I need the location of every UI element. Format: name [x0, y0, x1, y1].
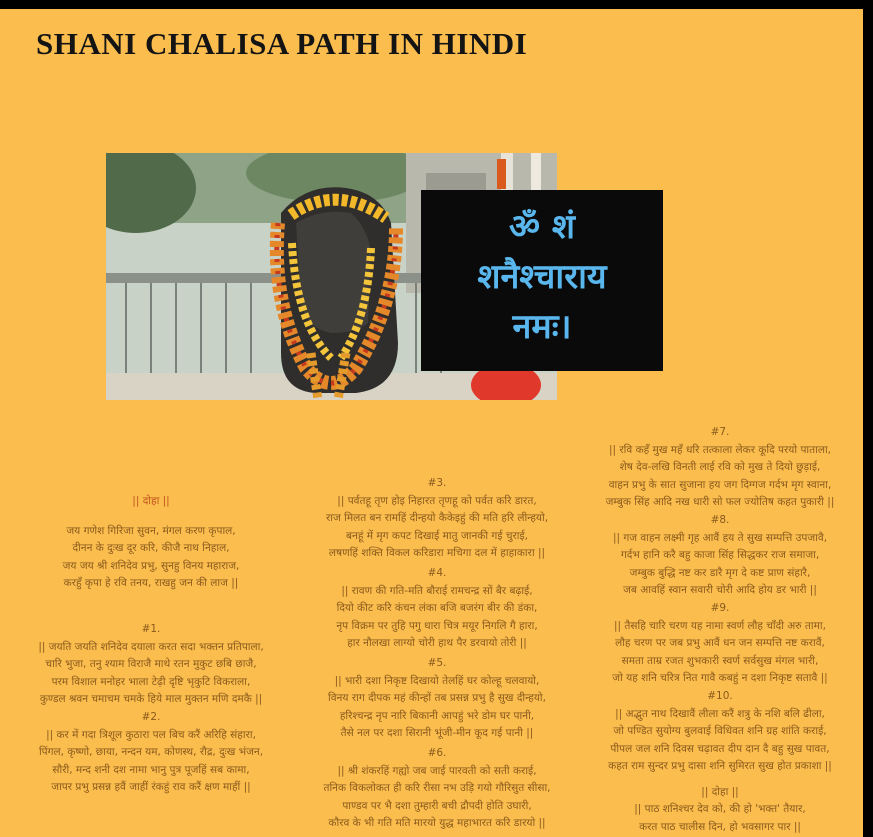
verse-line: पिंगल, कृष्णो, छाया, नन्दन यम, कोणस्थ, रौद्र, दुःख भंजन,: [38, 746, 264, 759]
chalisa-column-left: [6, 493, 296, 797]
verse-line: || जयति जयति शनिदेव दयाला करत सदा भक्तन प्रतिपाला,: [38, 640, 264, 653]
verse-line: लौह चरण पर जब प्रभु आवैं धन जन सम्पत्ति नष्ट करावैं,: [615, 637, 825, 650]
closing-doha-heading: || दोहा ||: [701, 785, 739, 798]
verse-line: जो पण्डित सुयोग्य बुलवाई विधिवत शनि ग्रह शांति कराई,: [613, 725, 827, 738]
mantra-line-3: नमः।: [512, 307, 572, 347]
verse-line: करहुँ कृपा हे रवि तनय, राखहु जन की लाज ||: [63, 577, 239, 590]
verse-line: || श्री शंकरहिं गह्यो जब जाई पारवती को सती कराई,: [337, 764, 537, 777]
verse-number: #9.: [710, 601, 730, 614]
verse-line: शेष देव-लखि विनती लाई रवि को मुख ते दियो छुड़ाई,: [619, 461, 821, 474]
verse-number: #8.: [710, 513, 730, 526]
verse-number: #5.: [427, 656, 447, 669]
verse-line: कौरव के भी गति मति मारयो युद्ध महाभारत करि डारयो ||: [328, 817, 546, 830]
verse-line: करत पाठ चालीस दिन, हो भवसागर पार ||: [639, 821, 801, 834]
verse-line: जब आवहिं स्वान सवारी चोरी आदि होय डर भारी ||: [623, 584, 817, 597]
verse-line: बनहूं में मृग कपट दिखाई मातु जानकी गई चुराई,: [346, 529, 528, 542]
verse-line: चारि भुजा, तनु श्याम विराजै माथे रतन मुकुट छबि छाजै,: [45, 658, 257, 671]
verse-number: #6.: [427, 746, 447, 759]
verse-line: जापर प्रभु प्रसन्न हवैं जाहीं रंकहुं राव करैं क्षण माहीं ||: [51, 781, 251, 794]
verse-line: || अद्भुत नाथ दिखावैं लीला करैं शत्रु के नशि बलि ढीला,: [615, 707, 825, 720]
verse-line: पीपल जल शनि दिवस चढ़ावत दीप दान दै बहु सुख पावत,: [610, 742, 830, 755]
verse-number: #3.: [427, 477, 447, 489]
verse-line: जय जय श्री शनिदेव प्रभु, सुनहु विनय महाराज,: [62, 559, 240, 572]
verse-line: जम्बुक सिंह आदि नख धारी सो फल ज्योतिष कहत पुकारी ||: [605, 496, 835, 509]
verse-line: || भारी दशा निकृष्ट दिखायो तेलहिं घर कोल्हू चलवायो,: [334, 674, 540, 687]
verse-number: #4.: [427, 566, 447, 579]
page-title: SHANI CHALISA PATH IN HINDI: [36, 26, 528, 61]
verse-line: || गज वाहन लक्ष्मी गृह आवैं हय ते सुख सम्पत्ति उपजावै,: [612, 531, 828, 544]
verse-line: जय गणेश गिरिजा सुवन, मंगल करण कृपाल,: [66, 524, 236, 537]
verse-line: || रावण की गति-मति बौराई रामचन्द्र सों बैर बढ़ाई,: [341, 584, 533, 597]
mantra-box: [421, 190, 663, 371]
verse-line: पाण्डव पर भै दशा तुम्हारी बची द्रौपदी होति उघारी,: [342, 799, 532, 812]
verse-line: || रवि कहँ मुख महँ धरि तत्काला लेकर कूदि परयो पाताला,: [608, 443, 832, 456]
verse-line: सौरी, मन्द शनी दश नामा भानु पुत्र पूजहिं सब कामा,: [52, 763, 250, 776]
verse-number: #1.: [141, 622, 161, 635]
verse-line: कुण्डल श्रवन चमाचम चमके हिये माल मुक्तन मणि दमकै ||: [39, 693, 263, 706]
verse-line: जो यह शनि चरित्र नित गावै कबहुं न दशा निकृष्ट सतावै ||: [612, 672, 828, 685]
mantra-line-1: ॐ शं: [509, 207, 575, 247]
verse-line: वाहन प्रभु के सात सुजाना हय जग दिग्गज गर्दभ मृग स्वाना,: [608, 478, 832, 491]
verse-line: समता ताम्र रजत शुभकारी स्वर्ण सर्वसुख मंगल भारी,: [621, 654, 819, 667]
verse-line: लषणहिं शक्ति विकल करिडारा मचिगा दल में हाहाकारा ||: [328, 547, 546, 560]
verse-line: दियो कीट करि कंचन लंका बजि बजरंग बीर की डंका,: [336, 602, 538, 615]
verse-line: गर्दभ हानि करै बहु काजा सिंह सिद्धकर राज समाजा,: [620, 549, 820, 562]
verse-line: दीनन के दुःख दूर करि, कीजै नाथ निहाल,: [72, 542, 230, 555]
verse-line: || पाठ शनिश्चर देव को, की हो 'भक्त' तैयार,: [634, 803, 806, 816]
verse-line: हार नौलखा लाग्यो चोरी हाथ पैर डरवायो तोरी ||: [347, 637, 527, 650]
verse-line: विनय राग दीपक महं कीन्हों तब प्रसन्न प्रभु है सुख दीन्हयो,: [328, 692, 546, 705]
verse-line: जम्बुक बुद्धि नष्ट कर डारै मृग दे कष्ट प्राण संहारै,: [629, 566, 811, 579]
verse-line: || कर में गदा त्रिशूल कुठारा पल बिच करैं अरिहि संहारा,: [46, 728, 256, 741]
top-border: [0, 0, 873, 9]
chalisa-column-right: [575, 424, 865, 837]
verse-number: #10.: [707, 689, 733, 702]
verse-line: तनिक विकलोकत ही करि रीसा नभ उड़ि गयो गौरिसुत सीसा,: [323, 782, 551, 795]
doha-heading: || दोहा ||: [132, 495, 170, 507]
verse-line: || तैसहि चारि चरण यह नामा स्वर्ण लौह चाँदी अरु तामा,: [614, 619, 826, 632]
chalisa-column-middle: [292, 475, 582, 833]
verse-line: कहत राम सुन्दर प्रभु दासा शनि सुमिरत सुख होत प्रकाशा ||: [608, 760, 832, 773]
verse-number: #7.: [710, 426, 730, 438]
verse-line: || पर्वतहू तृण होइ निहारत तृणहू को पर्वत करि डारत,: [337, 494, 537, 507]
mantra-line-2: शनैश्चाराय: [477, 257, 607, 297]
verse-line: तैसे नल पर दशा सिरानी भूंजी-मीन कूद गई पानी ||: [340, 727, 534, 740]
verse-line: राज मिलत बन रामहिं दीन्हयो कैकेइहुं की मति हरि लीन्हयो,: [325, 512, 549, 525]
verse-line: हरिश्चन्द्र नृप नारि बिकानी आपहुं भरे डोम घर पानी,: [339, 709, 535, 722]
verse-line: परम विशाल मनोहर भाला टेढ़ी दृष्टि भृकुटि विकराला,: [51, 675, 251, 688]
verse-number: #2.: [141, 710, 161, 723]
verse-line: नृप विक्रम पर तुहि पगु धारा चित्र मयूर निगलि गै हारा,: [336, 619, 538, 632]
